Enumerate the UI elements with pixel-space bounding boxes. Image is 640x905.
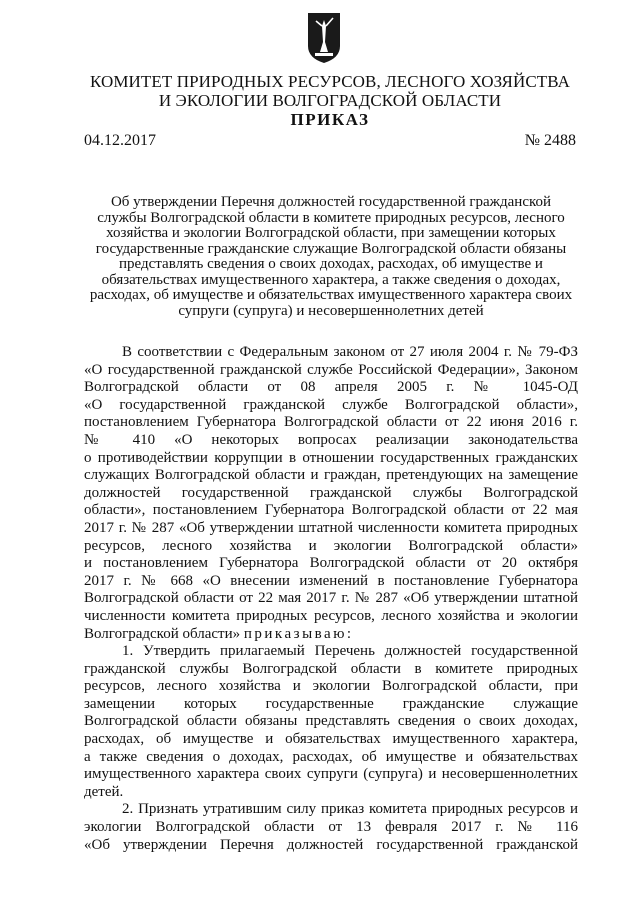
document-body <box>84 344 578 854</box>
body-line: ресурсов, лесного хозяйства и экологии Волгоградской области, при <box>84 678 578 695</box>
committee-name-line: КОМИТЕТ ПРИРОДНЫХ РЕСУРСОВ, ЛЕСНОГО ХОЗЯЙСТВА <box>89 72 571 91</box>
body-line: «О государственной гражданской службе Российской Федерации», Законом <box>84 361 578 378</box>
subject-line: супруги (супруга) и несовершеннолетних детей <box>178 302 484 319</box>
committee-name <box>60 72 600 110</box>
body-line: постановлением Губернатора Волгоградской области от 22 июня 2016 г. <box>84 414 578 431</box>
body-line: «О государственной гражданской службе Волгоградской области», <box>84 396 578 413</box>
body-line: 2017 г. № 668 «О внесении изменений в постановление Губернатора <box>84 572 578 589</box>
body-line: 2. Признать утратившим силу приказ комитета природных ресурсов и <box>122 801 578 818</box>
body-line: «Об утверждении Перечня должностей государственной гражданской <box>84 836 578 853</box>
body-line: расходах, об имуществе и обязательствах имущественного характера, <box>84 731 578 748</box>
item-1-paragraph <box>84 643 578 801</box>
subject-line: государственные гражданские служащие Волгоградской области обязаны <box>95 240 567 257</box>
body-line: № 410 «О некоторых вопросах реализации законодательства <box>84 431 578 448</box>
subject-line: службы Волгоградской области в комитете природных ресурсов, лесного <box>97 209 565 226</box>
body-line: 2017 г. № 287 «Об утверждении штатной численности комитета природных <box>84 519 578 536</box>
committee-name-line: И ЭКОЛОГИИ ВОЛГОГРАДСКОЙ ОБЛАСТИ <box>158 91 502 110</box>
body-line: служащих Волгоградской области и граждан, претендующих на замещение <box>84 467 578 484</box>
document-type: ПРИКАЗ <box>290 110 370 129</box>
subject-line: представлять сведения о своих доходах, расходах, об имуществе и <box>119 256 543 272</box>
body-line: Волгоградской области от 22 мая 2017 г. № 287 «Об утверждении штатной <box>84 590 578 607</box>
document-date: 04.12.2017 <box>84 132 156 149</box>
body-line: Волгоградской области обязаны представлять сведения о своих доходах, <box>84 713 578 730</box>
subject-line: Об утверждении Перечня должностей государственной гражданской <box>110 194 552 210</box>
document-number: № 2488 <box>524 132 576 149</box>
body-line: а также сведения о доходах, расходах, об имуществе и обязательствах <box>84 748 578 765</box>
body-line: численности комитета природных ресурсов, лесного хозяйства и экологии <box>84 607 578 624</box>
coat-of-arms-icon <box>307 12 341 64</box>
subject-line: хозяйства и экологии Волгоградской области, при замещении которых <box>106 225 556 241</box>
body-line: и постановлением Губернатора Волгоградской области от 20 октября <box>84 555 578 572</box>
body-line: детей. <box>84 783 124 800</box>
body-line: области», постановлением Губернатора Волгоградской области от 22 мая <box>84 502 578 519</box>
body-line: экологии Волгоградской области от 13 февраля 2017 г. № 116 <box>84 819 578 836</box>
body-line-text: Волгоградской области» <box>84 625 241 642</box>
body-line: 1. Утвердить прилагаемый Перечень должностей государственной <box>122 643 578 660</box>
subject-line: расходах, об имуществе и обязательствах имущественного характера своих <box>89 287 573 303</box>
body-line: гражданской службы Волгоградской области в комитете природных <box>84 660 578 677</box>
subject-line: обязательствах имущественного характера, а также сведения о доходах, <box>101 271 561 288</box>
body-line: ресурсов, лесного хозяйства и экологии Волгоградской области» <box>84 537 578 554</box>
body-line: должностей государственной гражданской службы Волгоградской <box>84 484 578 501</box>
item-2-paragraph <box>84 801 578 854</box>
document-subject <box>84 195 578 319</box>
body-line: Волгоградской области от 08 апреля 2005 г. № 1045-ОД <box>84 379 578 396</box>
order-word: приказываю: <box>243 625 354 642</box>
preamble-paragraph <box>84 344 578 643</box>
body-line <box>84 626 578 644</box>
body-line: о противодействии коррупции в отношении государственных гражданских <box>84 449 578 466</box>
body-line: имущественного характера своих супруги (супруга) и несовершеннолетних <box>84 766 578 783</box>
body-line: замещении которых государственные гражданские служащие <box>84 695 578 712</box>
body-line: В соответствии с Федеральным законом от 27 июля 2004 г. № 79-ФЗ <box>122 344 578 360</box>
